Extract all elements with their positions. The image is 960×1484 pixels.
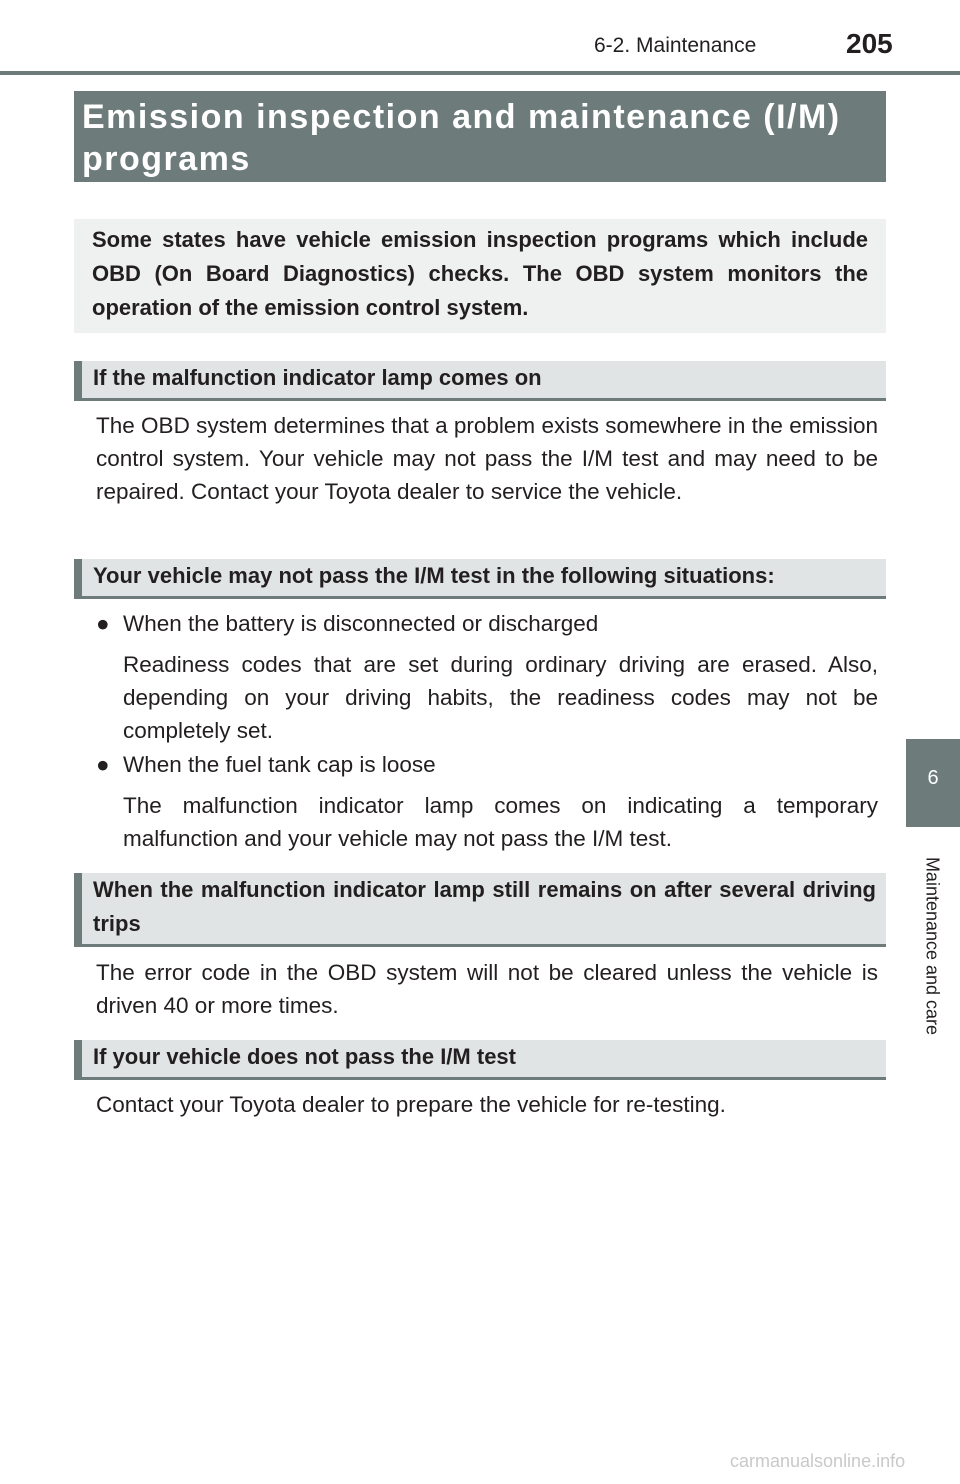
section-heading: [74, 873, 886, 947]
section-heading: [74, 361, 886, 401]
section-heading: [74, 1040, 886, 1080]
page-title: Emission inspection and maintenance (I/M) programs: [82, 98, 841, 178]
list-item-title: When the battery is disconnected or discharged: [123, 611, 599, 636]
bullet-icon: ●: [96, 611, 110, 636]
section-label: 6-2. Maintenance: [594, 34, 757, 57]
intro-text: Some states have vehicle emission inspection programs which include OBD (On Board Diagnostics) checks. The OBD system monitors the operation of the emission control system.: [92, 227, 868, 320]
bullet-icon: ●: [96, 752, 110, 777]
chapter-tab: 6: [906, 739, 960, 827]
section-heading-text: When the malfunction indicator lamp still remains on after several driving trips: [93, 877, 876, 936]
section-body: The OBD system determines that a problem exists somewhere in the emission control system. Your vehicle may not pass the I/M test and may need to be repaired. Contact your Toyota dealer to service the vehicle.: [96, 413, 878, 504]
watermark: carmanualsonline.info: [730, 1451, 906, 1471]
header-divider: [0, 71, 960, 75]
page-number: 205: [846, 28, 893, 59]
list-item-text: Readiness codes that are set during ordinary driving are erased. Also, depending on your driving habits, the readiness codes may not be completely set.: [123, 652, 878, 743]
section-heading-text: If your vehicle does not pass the I/M test: [93, 1044, 516, 1069]
section-heading-text: If the malfunction indicator lamp comes on: [93, 365, 542, 390]
section-heading: [74, 559, 886, 599]
section-heading-text: Your vehicle may not pass the I/M test in the following situations:: [93, 563, 775, 588]
intro-box: [74, 219, 886, 333]
list-item-title: When the fuel tank cap is loose: [123, 752, 436, 777]
section-body: The error code in the OBD system will not be cleared unless the vehicle is driven 40 or more times.: [96, 960, 878, 1018]
section-body: Contact your Toyota dealer to prepare the vehicle for re-testing.: [96, 1092, 726, 1117]
page-title-box: [74, 91, 886, 182]
chapter-title: Maintenance and care: [922, 856, 943, 1036]
list-item-text: The malfunction indicator lamp comes on indicating a temporary malfunction and your vehicle may not pass the I/M test.: [123, 793, 878, 851]
